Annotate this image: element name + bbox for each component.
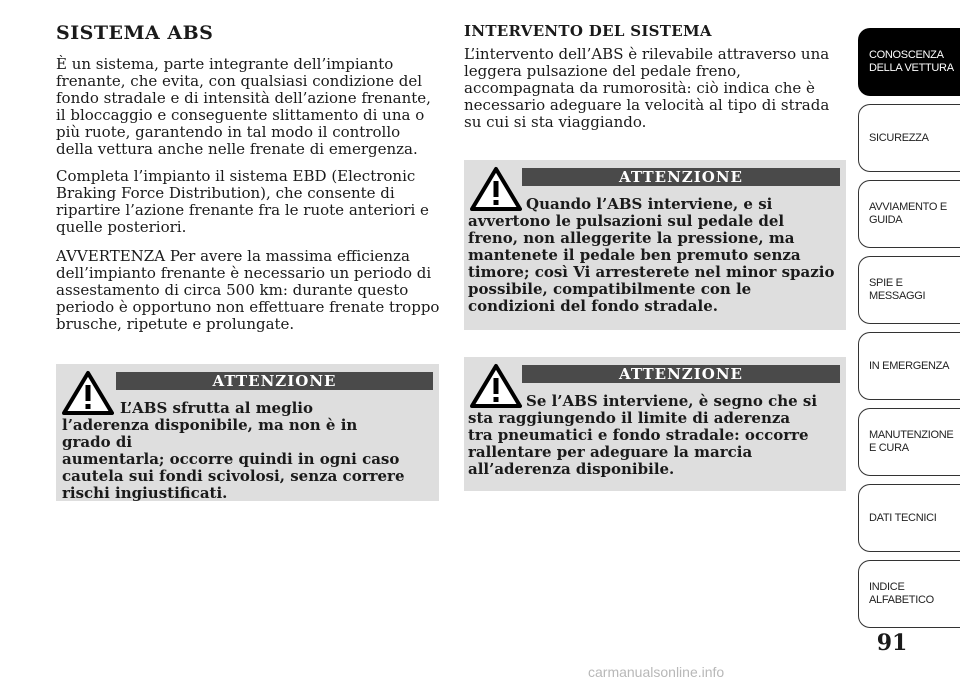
right-column: [464, 22, 848, 141]
warning-note-paragraph: AVVERTENZA Per avere la massima efficienza dell’impianto frenante è necessario un periodo di assestamento di circa 500 km: durante questo periodo è opportuno non effettuare frenate troppo brusche, ripetute e prolungate.: [56, 247, 440, 333]
warning-text-first: L’ABS sfrutta al meglio l’aderenza disponibile, ma non è in grado di: [62, 399, 358, 451]
warning-text-first: Se l’ABS interviene, è segno che si sta raggiungendo il limite di aderenza: [468, 392, 818, 427]
watermark: carmanualsonline.info: [588, 664, 725, 680]
tab-indice-alfabetico[interactable]: INDICE ALFABETICO: [858, 560, 960, 628]
warning-label: ATTENZIONE: [522, 365, 840, 383]
section-title: SISTEMA ABS: [56, 22, 214, 44]
warning-label: ATTENZIONE: [116, 372, 433, 390]
warning-box: [464, 160, 846, 330]
warning-text: [468, 393, 842, 478]
warning-text-first: Quando l’ABS interviene, e si avvertono le pulsazioni sul pedale del: [468, 195, 785, 230]
tab-manutenzione-e-cura[interactable]: MANUTENZIONE E CURA: [858, 408, 960, 476]
warning-text: [62, 400, 434, 502]
tab-sicurezza[interactable]: SICUREZZA: [858, 104, 960, 172]
body-paragraph: L’intervento dell’ABS è rilevabile attraverso una leggera pulsazione del pedale freno, accompagnata da rumorosità: ciò indica che è necessario adeguare la velocità al tipo di strada su cui si sta viaggiando.: [464, 45, 830, 131]
warning-text: [468, 196, 842, 315]
tab-in-emergenza[interactable]: IN EMERGENZA: [858, 332, 960, 400]
warning-text-rest: tra pneumatici e fondo stradale: occorre rallentare per adeguare la marcia all’aderenza disponibile.: [468, 426, 809, 478]
body-paragraph: Completa l’impianto il sistema EBD (Electronic Braking Force Distribution), che consente di ripartire l’azione frenante fra le ruote anteriori e quelle posteriori.: [56, 167, 429, 236]
body-paragraph: È un sistema, parte integrante dell’impianto frenante, che evita, con qualsiasi condizione del fondo stradale e di intensità dell’azione frenante, il bloccaggio e conseguente slittamento di una o più ruote, garantendo in tal modo il controllo della vettura anche nelle frenate di emergenza.: [56, 55, 431, 158]
warning-text-rest: aumentarla; occorre quindi in ogni caso cautela sui fondi scivolosi, senza correre rischi ingiustificati.: [62, 450, 405, 502]
tab-dati-tecnici[interactable]: DATI TECNICI: [858, 484, 960, 552]
left-column: [56, 22, 440, 343]
tab-conoscenza-della-vettura[interactable]: CONOSCENZA DELLA VETTURA: [858, 28, 960, 96]
tab-avviamento-e-guida[interactable]: AVVIAMENTO E GUIDA: [858, 180, 960, 248]
warning-box: [464, 357, 846, 491]
warning-text-rest: freno, non alleggerite la pressione, ma mantenete il pedale ben premuto senza timore; così Vi arresterete nel minor spazio possibile, compatibilmente con le condizioni del fondo stradale.: [468, 229, 835, 315]
warning-label: ATTENZIONE: [522, 168, 840, 186]
section-title: INTERVENTO DEL SISTEMA: [464, 22, 712, 40]
warning-box: [56, 364, 439, 501]
tab-spie-e-messaggi[interactable]: SPIE E MESSAGGI: [858, 256, 960, 324]
page-number: 91: [876, 630, 908, 656]
